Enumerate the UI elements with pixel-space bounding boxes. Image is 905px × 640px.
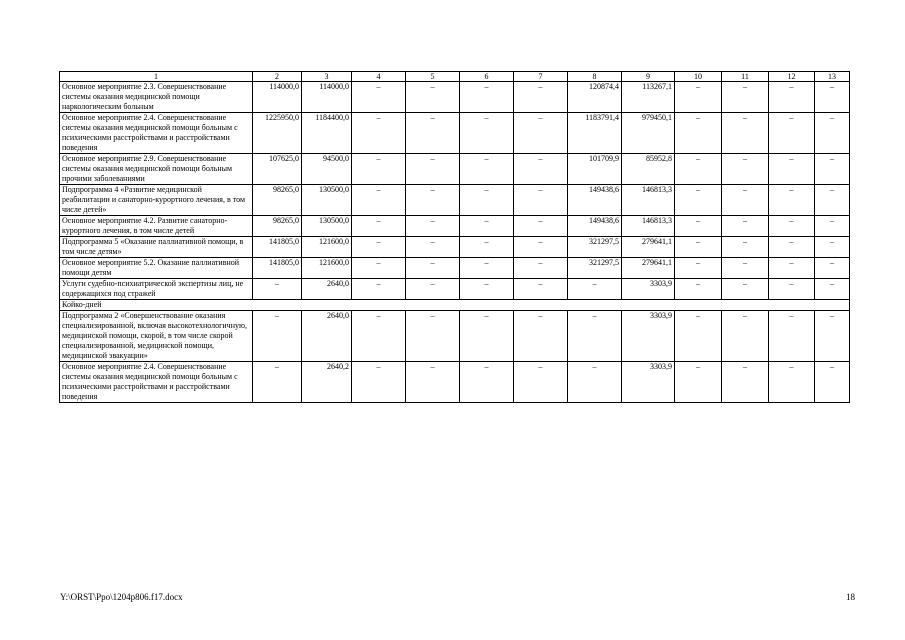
- table-cell: –: [815, 113, 850, 154]
- column-header-2: 2: [253, 72, 302, 82]
- table-cell: –: [406, 154, 460, 185]
- row-label: Основное мероприятие 4.2. Развитие санаторно-курортного лечения, в том числе детей: [60, 216, 253, 237]
- table-cell: 98265,0: [253, 185, 302, 216]
- footer-page-number: 18: [846, 592, 855, 602]
- table-cell: –: [568, 279, 622, 300]
- table-cell: –: [352, 82, 406, 113]
- table-cell: –: [769, 279, 815, 300]
- table-cell: –: [514, 258, 568, 279]
- table-cell: –: [253, 279, 302, 300]
- column-header-3: 3: [302, 72, 352, 82]
- table-cell: –: [675, 185, 722, 216]
- table-cell: –: [352, 185, 406, 216]
- table-cell: –: [769, 362, 815, 403]
- column-header-6: 6: [460, 72, 514, 82]
- table-cell: –: [514, 82, 568, 113]
- table-cell: 85952,8: [622, 154, 675, 185]
- row-label: Подпрограмма 4 «Развитие медицинской реабилитации и санаторно-курортного лечения, в том числе детей»: [60, 185, 253, 216]
- table-cell: –: [406, 82, 460, 113]
- table-cell: –: [769, 311, 815, 362]
- column-header-12: 12: [769, 72, 815, 82]
- table-cell: 3303,9: [622, 311, 675, 362]
- table-cell: –: [352, 258, 406, 279]
- column-header-5: 5: [406, 72, 460, 82]
- table-cell: –: [722, 185, 769, 216]
- table-row: [60, 82, 850, 113]
- table-cell: 94500,0: [302, 154, 352, 185]
- table-cell: –: [815, 82, 850, 113]
- table-cell: –: [769, 185, 815, 216]
- table-cell: –: [514, 113, 568, 154]
- table-cell: –: [352, 216, 406, 237]
- table-cell: 101709,9: [568, 154, 622, 185]
- table-cell: –: [722, 237, 769, 258]
- table-cell: –: [815, 258, 850, 279]
- row-label: Подпрограмма 5 «Оказание паллиативной помощи, в том числе детям»: [60, 237, 253, 258]
- table-cell: 1184400,0: [302, 113, 352, 154]
- column-header-4: 4: [352, 72, 406, 82]
- indicator-table: [59, 71, 850, 403]
- table-cell: –: [722, 216, 769, 237]
- table-cell: –: [815, 216, 850, 237]
- table-cell: –: [460, 82, 514, 113]
- table-cell: 107625,0: [253, 154, 302, 185]
- table-cell: –: [460, 311, 514, 362]
- table-body: [60, 82, 850, 403]
- table-cell: 279641,1: [622, 237, 675, 258]
- table-cell: –: [815, 185, 850, 216]
- table-cell: –: [722, 279, 769, 300]
- table-cell: –: [769, 258, 815, 279]
- table-cell: –: [675, 113, 722, 154]
- table-cell: –: [352, 154, 406, 185]
- table-cell: –: [675, 154, 722, 185]
- table-cell: 3303,9: [622, 362, 675, 403]
- column-header-10: 10: [675, 72, 722, 82]
- table-cell: –: [769, 82, 815, 113]
- table-cell: –: [253, 362, 302, 403]
- table-row: [60, 154, 850, 185]
- row-label: Услуги судебно-психиатрической экспертизы лиц, не содержащихся под стражей: [60, 279, 253, 300]
- table-cell: 121600,0: [302, 258, 352, 279]
- table-cell: –: [769, 113, 815, 154]
- table-cell: 98265,0: [253, 216, 302, 237]
- table-cell: –: [769, 216, 815, 237]
- footer-file-path: Y:\ORST\Ppo\1204p806.f17.docx: [60, 592, 183, 602]
- column-header-9: 9: [622, 72, 675, 82]
- table-row: [60, 362, 850, 403]
- table-cell: –: [460, 113, 514, 154]
- table-cell: –: [514, 154, 568, 185]
- table-cell: –: [769, 154, 815, 185]
- section-label: Койко-дней: [60, 300, 850, 311]
- table-cell: 2640,0: [302, 279, 352, 300]
- table-cell: –: [675, 279, 722, 300]
- table-cell: –: [514, 279, 568, 300]
- table-cell: –: [514, 185, 568, 216]
- table-cell: 149438,6: [568, 185, 622, 216]
- table-cell: –: [675, 237, 722, 258]
- table-cell: –: [406, 258, 460, 279]
- table-cell: –: [352, 237, 406, 258]
- table-cell: 146813,3: [622, 216, 675, 237]
- table-cell: –: [568, 311, 622, 362]
- table-cell: –: [722, 258, 769, 279]
- table-cell: –: [675, 82, 722, 113]
- table-cell: 130500,0: [302, 216, 352, 237]
- table-cell: –: [352, 311, 406, 362]
- table-cell: 130500,0: [302, 185, 352, 216]
- table-cell: –: [722, 113, 769, 154]
- table-row: [60, 185, 850, 216]
- table-cell: –: [406, 311, 460, 362]
- table-cell: –: [460, 362, 514, 403]
- table-cell: –: [675, 258, 722, 279]
- table-row: [60, 216, 850, 237]
- table-section-row: [60, 300, 850, 311]
- table-cell: –: [675, 311, 722, 362]
- row-label: Основное мероприятие 2.9. Совершенствование системы оказания медицинской помощи больным прочими заболеваниями: [60, 154, 253, 185]
- table-cell: –: [815, 154, 850, 185]
- row-label: Основное мероприятие 2.4. Совершенствование системы оказания медицинской помощи больным с психическими расстройствами и расстройствами поведения: [60, 362, 253, 403]
- table-cell: 113267,1: [622, 82, 675, 113]
- table-cell: –: [406, 113, 460, 154]
- table-cell: –: [815, 362, 850, 403]
- table-cell: –: [514, 362, 568, 403]
- table-cell: –: [514, 237, 568, 258]
- table-cell: 279641,1: [622, 258, 675, 279]
- table-cell: 146813,3: [622, 185, 675, 216]
- table-cell: 149438,6: [568, 216, 622, 237]
- row-label: Основное мероприятие 2.3. Совершенствование системы оказания медицинской помощи наркологическим больным: [60, 82, 253, 113]
- table-cell: –: [460, 279, 514, 300]
- table-cell: –: [815, 279, 850, 300]
- table-cell: 121600,0: [302, 237, 352, 258]
- table-cell: –: [406, 185, 460, 216]
- column-header-7: 7: [514, 72, 568, 82]
- table-cell: –: [460, 216, 514, 237]
- table-cell: –: [460, 258, 514, 279]
- table-cell: –: [460, 185, 514, 216]
- table-cell: –: [722, 82, 769, 113]
- table-cell: –: [722, 154, 769, 185]
- table-row: [60, 311, 850, 362]
- table-cell: –: [460, 154, 514, 185]
- table-cell: –: [352, 113, 406, 154]
- table-cell: –: [568, 362, 622, 403]
- table-cell: 141805,0: [253, 258, 302, 279]
- table-cell: 2640,2: [302, 362, 352, 403]
- row-label: Основное мероприятие 5.2. Оказание паллиативной помощи детям: [60, 258, 253, 279]
- table-cell: 1225950,0: [253, 113, 302, 154]
- table-cell: –: [722, 311, 769, 362]
- column-header-11: 11: [722, 72, 769, 82]
- table-cell: –: [769, 237, 815, 258]
- table-cell: 1183791,4: [568, 113, 622, 154]
- table-cell: –: [514, 311, 568, 362]
- row-label: Подпрограмма 2 «Совершенствование оказания специализированной, включая высокотехнологичную, медицинской помощи, скорой, в том числе скорой специализированной, медицинской помощи, медицинской эвакуации»: [60, 311, 253, 362]
- column-header-13: 13: [815, 72, 850, 82]
- column-header-8: 8: [568, 72, 622, 82]
- table-cell: 979450,1: [622, 113, 675, 154]
- table-cell: –: [675, 362, 722, 403]
- table-cell: –: [514, 216, 568, 237]
- table-cell: 2640,0: [302, 311, 352, 362]
- table-cell: –: [460, 237, 514, 258]
- table-row: [60, 113, 850, 154]
- table-cell: –: [406, 237, 460, 258]
- table-cell: –: [406, 362, 460, 403]
- table-row: [60, 279, 850, 300]
- table-cell: –: [406, 216, 460, 237]
- table-row: [60, 258, 850, 279]
- table-cell: –: [722, 362, 769, 403]
- table-cell: –: [352, 362, 406, 403]
- table-cell: 321297,5: [568, 258, 622, 279]
- row-label: Основное мероприятие 2.4. Совершенствование системы оказания медицинской помощи больным с психическими расстройствами и расстройствами поведения: [60, 113, 253, 154]
- table-cell: –: [815, 311, 850, 362]
- table-cell: –: [253, 311, 302, 362]
- table-cell: –: [675, 216, 722, 237]
- table-cell: 141805,0: [253, 237, 302, 258]
- table-cell: –: [815, 237, 850, 258]
- table-cell: 120874,4: [568, 82, 622, 113]
- table-cell: 3303,9: [622, 279, 675, 300]
- column-header-1: 1: [60, 72, 253, 82]
- table-cell: 321297,5: [568, 237, 622, 258]
- table-cell: –: [352, 279, 406, 300]
- table-header-row: [60, 72, 850, 82]
- table-cell: 114000,0: [302, 82, 352, 113]
- table-cell: –: [406, 279, 460, 300]
- table-row: [60, 237, 850, 258]
- table-cell: 114000,0: [253, 82, 302, 113]
